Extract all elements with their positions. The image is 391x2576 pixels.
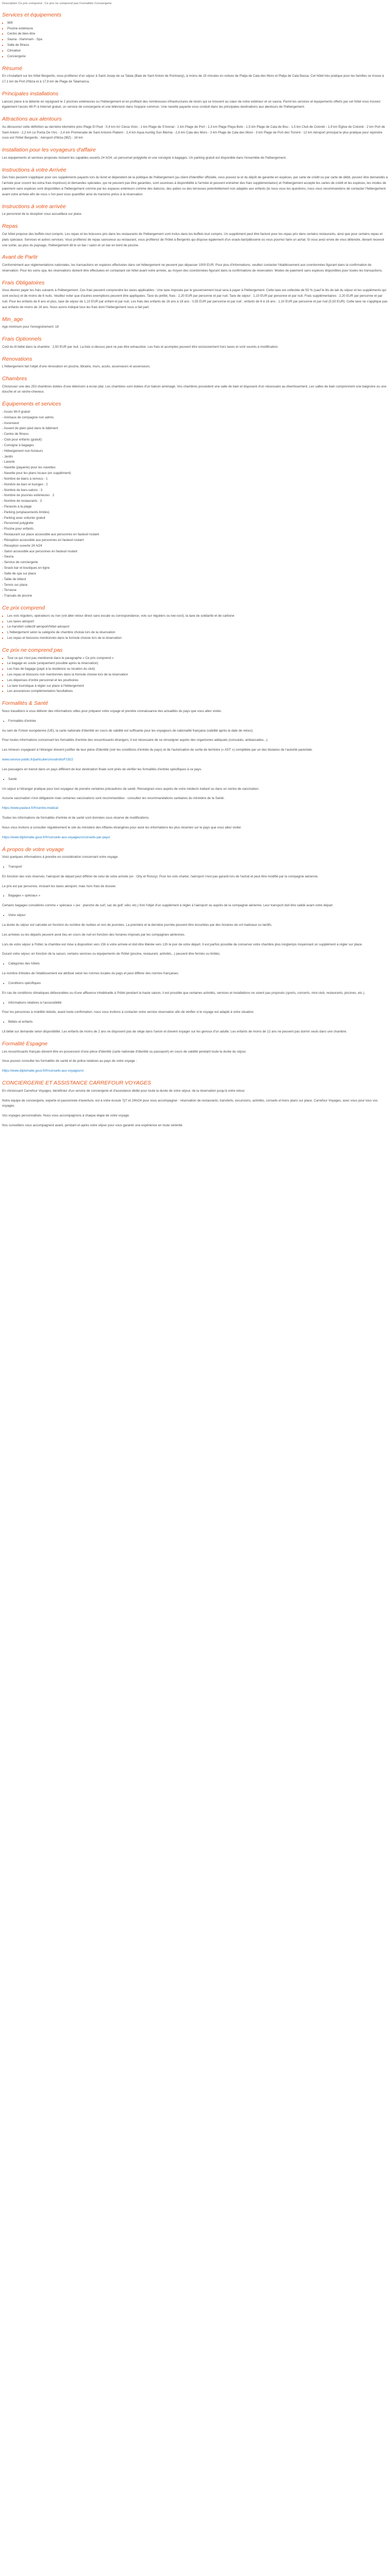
section-attractions [2,116,389,141]
chambres-text: Choisissez une des 253 chambres dotées d'une télévision à écran plat. Les chambres sont dotées d'un balcon aménagé. Vos chambres possèdent une salle de bain et disposent d'un nécessaire au divertissement. Les salles de bain comprennent une baignoire ou une douche et un sèche-cheveux. [2,384,387,394]
ce-prix-comprend-list [2,614,389,641]
formalites-link[interactable]: www.service-public.fr/particuliers/vosdroits/F1922 [2,758,73,762]
list-item: ▪ Le transfert collectif aéroport/hôtel aéroport [7,624,389,630]
section-ce-prix-comprend [2,605,389,641]
list-item: - Salon accessible aux personnes en fauteuil roulant [2,549,77,553]
list-item: - Personnel polyglotte [2,521,34,526]
list-item: - Club pour enfants (gratuit) [2,438,42,442]
conciergerie-p1: En choisissant Carrefour Voyages, bénéficiez d'un service de conciergerie et d'assistance dédié pour toute la durée de votre séjour, de la réservation jusqu'à votre retour. [2,1089,246,1093]
formalites-carte-title: • Formalités d'entrée [8,719,389,724]
propos-bagages-text: Certains bagages considérés comme « spéciaux » (ex : planche de surf, sac de golf, vélo, etc.) font l'objet d'un supplément à régler à l'aéroport ou auprès de la compagnie aérienne. Leur transport doit être validé avant votre départ. [2,904,334,908]
conciergerie-p3: Vos voyages personnalisés. Nous vous accompagnons à chaque étape de votre voyage. [2,1114,130,1118]
formalites-sante-text: Un séjour à l'étranger pratique pour tout voyageur de prendre certaines précautions de santé. Renseignez-vous auprès de votre médecin traitant ou dans un centre de vaccination. [2,787,259,791]
breadcrumb: Description Ce prix comprend : Ce prix ne comprend pas Formalités Conciergerie [2,2,112,5]
page [0,0,391,1129]
ce-prix-ne-comprend-pas-list [2,656,389,695]
formalites-references-text: Nous vous invitons à consulter régulièrement le site du ministère des Affaires étrangères pour avoir les informations les plus récentes sur le pays que vous allez visiter. [2,825,242,829]
propos-bagages-title: • Bagages « spéciaux » [8,893,389,899]
formalites-title: Formalités & Santé [2,700,48,707]
formalites-sante-title: • Santé [8,777,389,783]
propos-prix-text: Le prix est par personne, incluant les taxes aéroport, mais hors frais de dossier. [2,884,117,888]
list-item: - Parking avec voiturier gratuit [2,516,45,520]
installation-title: Installation pour les voyageurs d'affaire [2,147,96,154]
list-item: - Terrasse [2,588,17,592]
list-item: - Réception ouverte 24 h/24 [2,544,42,548]
list-item: - Centre de fitness [2,432,29,436]
propos-info-title: • Informations relatives à l'accessibilité [8,1001,389,1006]
instructions-title: Instructions à votre Arrivée [2,166,67,173]
instructions-arrivee-text: Le personnel de la réception vous accueillera sur place. [2,212,83,216]
chambres-title: Chambres [2,375,27,382]
ce-prix-ne-comprend-pas-title: Ce prix ne comprend pas [2,647,63,653]
list-item: ▪ Les dépenses d'ordre personnel et les pourboires [7,678,389,684]
frais-obligatoires-text: Vous devrez payer les frais suivants à l'hébergement. Ces frais peuvent comprendre les taxes applicables : Une taxe imposée par le gouvernement local sera à payer à l'hébergement. Cette taxe est collectée de 50 % (sauf le lits de lait du séjour et les suppléments qui sont exclus) et de moins de 6 nuits. Veuillez noter que d'autres exemptions peuvent être appliquées. Taxe du préfet, frais : 2,20 EUR par personne et par nuit. Taxe de séjour : 1,10 EUR par personne et par nuit. Frais supplémentaires : 2,20 EUR par personne et par nuit. Pour les enfants de 6 ans et plus, taxe de séjour de 1,10 EUR par enfant et par nuit. Les frais des enfants de 16 ans à 18 ans : 0,55 EUR par personne et par nuit ; enfants de 6 à 16 ans : 1,10 EUR par personne et par nuit (5,50 EUR). Cette taxe ne s'applique pas aux enfants de moins de 16 ans. Nous avons indiqué tous les frais dont l'hébergement nous a fait part. [2,289,388,309]
propos-vol-title: • Votre séjour [8,913,389,919]
principales-title: Principales installations [2,90,59,97]
section-services [2,12,389,59]
min-age-title: Min_age [2,316,23,323]
formalites-diplomatie-link[interactable]: https://www.diplomatie.gouv.fr/fr/conseils-aux-voyageurs/conseils-par-pays/ [2,835,110,839]
list-item: - Accès Wi-fi gratuit [2,410,30,414]
section-formalites [2,700,389,840]
list-item: - Nombre de bars-salons : 3 [2,488,43,492]
list-item: - Réception accessible aux personnes en fauteuil roulant [2,538,84,542]
section-resume [2,65,389,85]
list-item: ▪ Les frais de bagage (payé à la résidence ou location du club) [7,667,389,672]
formalite-espagne-text: Les ressortissants français doivent être en possession d'une pièce d'identité (carte nationale d'identité ou passeport) en cours de validité pendant toute la durée du séjour. [2,1049,247,1054]
formalites-intro: Nous travaillons à vous délivrer des informations utiles pour préparer votre voyage et prendre connaissance des actualités du pays que vous allez visiter. [2,709,222,713]
list-item: ▪ Conciergerie [7,54,389,60]
section-equipements [2,401,389,599]
list-item: ▪ La taxe touristique à régler sur place à l'hébergement [7,684,389,689]
formalite-espagne-title: Formalité Espagne [2,1040,48,1047]
principales-text: Laissez place à la détente en rejoignant le 2 piscines extérieures ou l'hébergement et en profitant des nombreuses infrastructures de loisirs qui se trouvent au cœur de notre extérieur et un sauna. Parmi les services et équipements offerts par cet hôtel vous trouvez également l'accès Wi-Fi à Internet gratuit, un service de conciergerie et une télévision dans l'espace commun. Une navette payante vous conduit dans les principales destinations aux alentours de l'hébergement. [2,99,381,109]
frais-optionnels-text: Coût du lit bébé dans la chambre : 2,50 EUR par nuit. La liste ci-dessus peut ne pas être exhaustive. Les frais et acomptes peuvent être exclusivement hors taxes et sont soumis à modification. [2,345,279,349]
section-instructions [2,167,389,198]
list-item: - Navette pour les plans locaux (en supplément) [2,471,71,476]
formalites-vaccin-link[interactable]: https://www.pasteur.fr/fr/centre-medical [2,806,58,810]
list-item: ▪ Tout ce qui n'est pas mentionné dans le paragraphe « Ce prix comprend » [7,656,389,662]
list-item: ▪ Les repas et boissons mentionnés dans la formule choisie lors de la réservation [7,636,389,641]
list-item: - Nombre de restaurants : 3 [2,499,42,503]
section-avant-partir [2,254,389,274]
list-item: ▪ Le bagage en soute (uniquement possible après la réservation) [7,661,389,667]
ce-prix-comprend-title: Ce prix comprend [2,605,45,612]
list-item: ▪ Centre de bien-être [7,31,389,37]
conciergerie-p4: Nos conseillers vous accompagnent avant, pendant et après votre séjour pour vous garantir une expérience en toute sérénité. [2,1123,184,1127]
section-conciergerie [2,1080,389,1129]
repas-text: Cet hôtel propose des buffets tout compris. Les repas et les boissons pris dans les restaurants de l'hébergement sont inclus dans les buffets tout compris. Un supplément peut être facturé pour les repas pris dans certains restaurants, ainsi que pour certains repas et plats spéciaux. Services et autres services. Vous profiterez de repas savoureux au restaurant, vous profiterez de l'hôtel à Bergenlis qui dispose également d'un snack-bar/pâtisserie où vous pourrez faire un achat. Si vous avez envie de vous détendre, devant recevoir une sortie, au plus du paysage, l'hébergement dit le un bar / salon et un bar en bord de piscine. [2,232,384,247]
renovations-text: L'hébergement fait l'objet d'une rénovation en piscine, librairie, murs, accès, ascenseurs et ascenseurs. [2,365,151,369]
formalites-cas-text: Toutes les informations de formalités d'entrée et de santé sont données sous réserve de modifications. [2,816,150,820]
list-item: - Consigne à bagages [2,443,34,447]
list-item: - Auvent de plein pied dans le bâtiment [2,427,58,431]
renovations-title: Renovations [2,355,32,362]
propos-conditions-text: En cas de conditions climatiques défavorables ou d'une affluence inhabituelle à l'hôtel pendant la haute saison, il est possible que certaines activités, services et installations ne soient pas proposés (sports, concerts, mini-club, restaurants, piscines, etc.). [2,991,365,995]
formalites-mineurs-text: Pour toutes informations concernant les formalités d'entrée des ressortissants étrangers, il est nécessaire de se renseigner auprès des organismes adéquats (consulats, ambassades...). [2,738,269,742]
formalites-passagers-text: Les passagers en transit dans un pays différent de leur destination finale sont priés de vérifier les formalités d'entrée spécifiques à ce pays. [2,767,202,771]
list-item: - Hébergement non-fumeurs [2,449,43,453]
list-item: - Laverie [2,460,15,464]
formalites-carte-text: Au sein de l'Union européenne (UE), la carte nationale d'identité en cours de validité est suffisante pour les voyageurs de nationalité française (validité après la date de retour). [2,728,254,733]
section-formalite-espagne [2,1041,389,1074]
list-item: - Nombre de bars et lounges : 2 [2,482,48,486]
list-item: ▪ L'hébergement selon la catégorie de chambre choisie lors de la réservation [7,630,389,636]
list-item: - Snack bar et boutiques en ligne [2,566,50,570]
section-frais-obligatoires [2,280,389,311]
propos-categorie-title: • Catégories des hôtels [8,961,389,967]
frais-optionnels-title: Frais Optionnels [2,336,42,343]
formalites-autorisation-text: Les mineurs voyageant à l'étranger doivent justifier de leur pièce d'identité (voir les conditions d'entrée du pays) et de l'autorisation de sortie de territoire (« AST ») complétée par un des titulaires de l'autorité parentale. [2,748,313,752]
avant-partir-title: Avant de Partir [2,254,38,261]
list-item: ▪ Les assurances complémentaires facultatives [7,689,389,694]
section-frais-optionnels [2,336,389,350]
section-min-age [2,316,389,330]
list-item: ▪ Sauna - Hammam - Spa [7,37,389,43]
propos-info-text: Pour les personnes à mobilité réduite, avant toute confirmation, nous vous invitons à contacter notre service réservation afin de vérifier si le voyage est adapté à votre situation. [2,1010,254,1014]
propos-bebe-title: • Bébés et enfants [8,1020,389,1025]
list-item: - Salle de spa sur place [2,571,36,575]
avant-partir-text: Conformément aux réglementations nationales, les transactions en espèces effectuées dans cet hébergement ne peuvent pas dépasser 1000 EUR. Pour plus d'informations, veuillez contacter l'établissement aux coordonnées figurant dans la confirmation de réservation. Pour les soins spa, les réservations doivent être effectuées en contactant cet hôtel avant votre arrivée, au moyen des coordonnées figurant dans la confirmations de réservation. Modes de paiement sans espèces disponibles pour toutes les transactions. [2,263,383,273]
list-item: - Sauna [2,555,14,559]
list-item: ▪ Piscine extérieure [7,26,389,32]
list-item: - Table de billard [2,577,26,581]
services-list [2,21,389,60]
section-chambres [2,376,389,395]
installation-text: Les équipements et services proposés incluent les capables ouverts 24 h/24, un personnel polyglotte et une consigne à bagages. Un parking gratuit est disponible dans l'ensemble de l'hébergement. [2,156,287,160]
list-item: ▪ Les repas et boissons non mentionnés dans la formule choisie lors de la réservation [7,672,389,678]
section-instructions-arrivee [2,204,389,217]
list-item: - Piscine pour enfants [2,527,34,531]
propos-bebe-text: Lit bébé sur demande selon disponibilité. Les enfants de moins de 2 ans ne disposent pas de siège dans l'avion et doivent voyager sur les genoux d'un adulte. Les enfants de moins de 12 ans ne peuvent pas dormir seuls dans une chambre. [2,1030,347,1034]
min-age-text: Age minimum pour l'enregistrement: 18 [2,325,59,329]
list-item: - Service de conciergerie [2,561,38,565]
propos-courses-text: Durant votre séjour, en fonction de la saison, certains services ou équipements de l'hôtel (piscine, restaurant, activités...) peuvent être fermés ou limités. [2,952,221,956]
list-item: ▪ Les taxes aéroport [7,619,389,625]
list-item: - Nombre de bains à remous : 1 [2,477,48,481]
list-item: - Navette (payante) pour les navettes [2,466,56,470]
section-propos [2,846,389,1035]
propos-intro: Voici quelques informations à prendre en considération concernant votre voyage. [2,855,119,859]
propos-vol-text: La durée du séjour est calculée en fonction du nombre de nuitées et non de journées. La première et la dernière journée peuvent être écourtées par des horaires de vol matinaux ou tardifs. [2,923,272,927]
formalite-espagne-link[interactable]: https://www.diplomatie.gouv.fr/fr/conseils-aux-voyageurs/ [2,1069,84,1073]
services-title: Services et équipements [2,12,61,19]
equipements-list [2,410,389,599]
instructions-text: Des frais peuvent s'appliquer pour ces suppléments payants lors du livret et dépendent de la politique de l'hébergement (au client d'identifier officielle, vous pouvez la et du dépôt de garantie en espèces, par carte de crédit ou par carte de débit, pouvez être demandés à l'arrivée pour couvrir les extra frais imprévus) et demandes spéciales, qui ne peuvent pas être garanties, sont soumises à disponibilité à l'arrivée et peuvent entraîner des frais supplémentaires) et l'hébergement accepte les cartes de crédit et les espèces, les modes de paiement sans espèces sont disponibles à l'hébergement comme par les espaces extérieurs comme des balcons, des patios ou des terrasses potentiellement non adaptés aux enfants (le nous vous les questions, nous vous recommandons de contacter l'hébergement avant votre arrivée afin de vous s l'en peut vous quantifier ainsi du transmis prévu à la réservation. [2,176,388,196]
list-item: - Nombre de piscines extérieures : 2 [2,494,55,498]
propos-title: À propos de votre voyage [2,846,64,853]
propos-chambre-text: Lors de votre séjour à l'hôtel, la chambre est mise à disposition vers 15h à votre arrivée et doit être libérée vers 12h le jour de votre départ. Il est parfois possible de conserver votre chambre plus longtemps moyennant un supplément à régler sur place. [2,942,363,946]
list-item: - Parking (emplacements limités) [2,510,50,514]
section-renovations [2,356,389,370]
section-principales [2,91,389,110]
attractions-title: Attractions aux alentours [2,116,62,123]
propos-categorie-text: Le nombre d'étoiles de l'établissement est attribué selon les normes locales du pays et peut différer des normes françaises. [2,972,180,976]
propos-conditions-title: • Conditions spécifiques [8,981,389,987]
resume-title: Résumé [2,65,23,72]
resume-text: En s'installant sur les hôtel Bergenlis, vous profiterez d'un séjour à Saint Josep de sa Talaia (Baie de Sant Antoni de Portmany), à moins de 15 minutes en voiture de Platja de Cala des Moro et Platja de Cala Bassa. Cet hôtel très pratique pour les familles se trouve à 17,1 km de Port d'Ibiza et à 17,9 km de Plage de Talamanca. [2,74,384,84]
formalites-vaccin-text: Aucune vaccination n'est obligatoire mais certaines vaccinations sont recommandées : consultez les recommandations sanitaires du ministère de la Santé. [2,796,225,801]
list-item: ▪ Les vols réguliers, opérateurs ou non (vol aller-retour direct sans escale ou correspondance, vols sur réguliers ou low-cost), la taxe de solidarité et de carbone [7,614,389,619]
instructions-arrivee-title: Instructions à votre arrivée [2,203,66,210]
section-ce-prix-ne-comprend-pas [2,647,389,694]
attractions-text: Au découvrez cette définition au dernière kilomètre près Plage El Puet : 0,4 km Arr Ciesa Vicio - 1 km Plage de S'Arenal - 1 km Plage de Port - 1,3 km Plage Playa Bolo - 1,5 km Plage de Cala de Bou - 1,5 km Club de Colonié - 1,9 km Église de Colonié - 2 km Port de Sant Antoni - 2,2 km Le Punta De l'Arc - 2,4 km Promenade de Sant Antonio Platiem - 2,4 km Aqua Aumtig Sun Blemia - 2,6 km Cala des Moro - 3 km Plage de Cala des Moro - 3 km Plage de Port des Torrent - 12 km Aéroport principal le plus pratique pour rejoindre cous est l'hôtel Bergenlis : Aéroport d'Ibiza (IBZ) - 18 km [2,125,385,140]
section-repas [2,223,389,248]
frais-obligatoires-title: Frais Obligatoires [2,279,45,286]
equipements-title: Équipements et services [2,401,61,408]
list-item: ▪ Climatisé [7,48,389,54]
propos-transport-title: • Transport [8,865,389,870]
conciergerie-title: CONCIERGERIE ET ASSISTANCE CARREFOUR VOYAGES [2,1080,151,1087]
list-item: - Tennis sur place [2,583,28,587]
propos-transport-text: En fonction des vols réservés, l'aéroport de départ peut différer de celui de votre arrivée (ex : Orly et Roissy). Pour les vols charter, l'aéroport n'est pas garanti lors de l'achat et peut être modifié par la compagnie aérienne. [2,874,319,878]
list-item: - Jardin [2,454,13,459]
list-item: - Parasols à la plage [2,505,32,509]
conciergerie-p2: Notre équipe de conciergerie, experte et passionnée d'aventure, est à votre écoute 7j/7 et 24h/24 pour vous accompagner : réservation de restaurants, transferts, excursions, activités, conseils et bons plans sur place. Carrefour Voyages, avec vous pour tous vos voyages. [2,1098,378,1108]
list-item: ▪ Salle de fitness [7,43,389,48]
list-item: - Restaurant sur place accessible aux personnes en fauteuil roulant [2,533,99,537]
propos-arrivee-text: Les arrivées ou les départs peuvent avoir lieu en cours de nuit en fonction des horaires imposés par les compagnies aériennes. [2,933,185,937]
list-item: - Ascenseur [2,421,20,425]
repas-title: Repas [2,223,18,230]
section-installation [2,147,389,161]
list-item: - Transats de piscine [2,594,32,598]
list-item: ▪ Wifi [7,21,389,26]
list-item: - Animaux de compagnie non admis [2,415,54,419]
formalite-espagne-link-text: Vous pouvez consulter les formalités de santé et de police relatives au pays de votre voyage : [2,1059,137,1063]
